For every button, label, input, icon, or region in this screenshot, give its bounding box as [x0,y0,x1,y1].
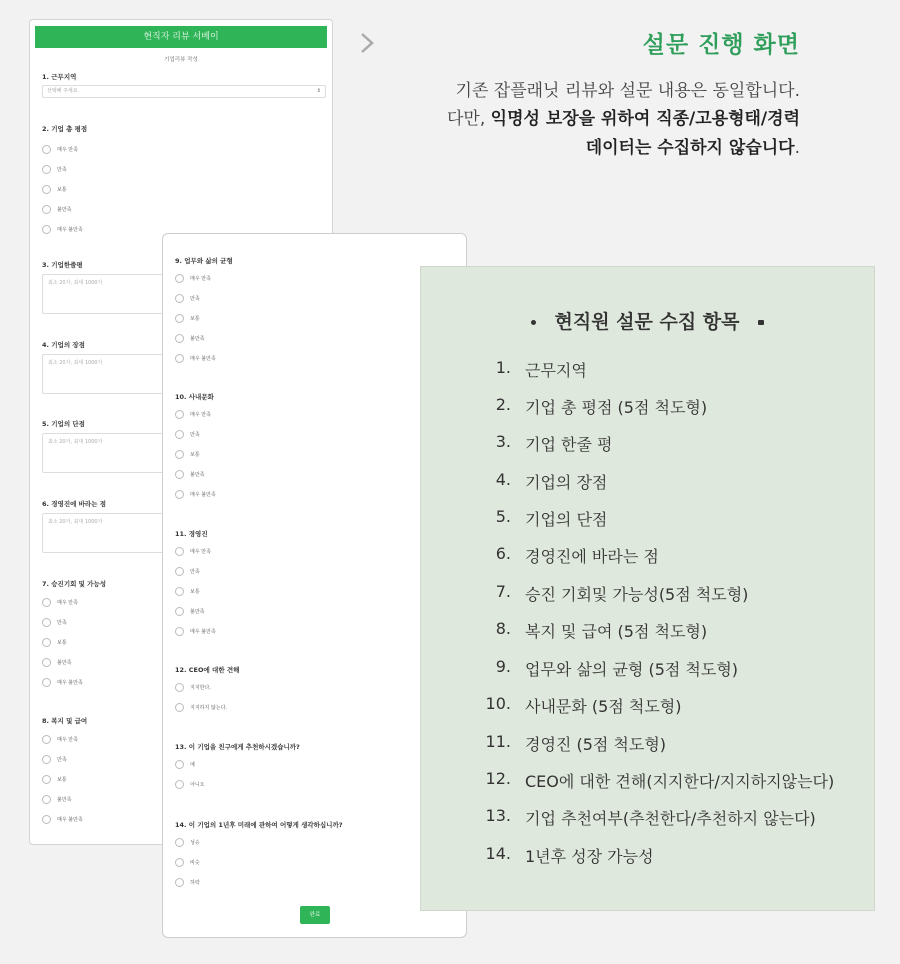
description-prefix: 다만, [446,109,491,129]
radio-option[interactable] [175,677,455,697]
radio-label: 매우 불만족 [190,491,216,498]
radio-button[interactable] [42,225,51,234]
radio-button[interactable] [175,567,184,576]
question-title: 1. 근무지역 [42,73,77,81]
radio-button[interactable] [175,760,184,769]
chevron-updown-icon: ⇕ [316,88,321,94]
radio-label: 매우 불만족 [57,816,83,823]
radio-label: 지지한다. [190,684,211,691]
select-placeholder: 선택해 주세요 [47,88,78,94]
radio-group [175,541,455,641]
item-number: 4. [495,470,511,489]
radio-label: 예 [190,761,195,768]
radio-label: 매우 만족 [190,411,211,418]
item-number: 14. [485,844,511,863]
radio-label: 매우 만족 [57,736,78,743]
survey-subtitle: 기업리뷰 작성 [164,57,198,63]
radio-label: 만족 [57,756,67,763]
question-title: 13. 이 기업을 친구에게 추천하시겠습니까? [175,743,300,751]
radio-option[interactable] [175,288,455,308]
radio-option[interactable] [175,581,455,601]
item-number: 1. [495,358,511,377]
radio-button[interactable] [42,145,51,154]
management-advice-textarea[interactable]: 최소 20자, 최대 1000자 [42,513,326,553]
radio-label: 성승 [190,839,200,846]
radio-group [175,404,455,504]
question-2 [42,124,326,239]
radio-button[interactable] [175,878,184,887]
radio-group [175,268,455,368]
radio-option[interactable] [175,541,455,561]
radio-button[interactable] [175,430,184,439]
radio-label: 불만족 [57,206,72,213]
question-title: 7. 승진기회 및 가능성 [42,580,107,588]
list-title [421,307,874,334]
radio-label: 아니오 [190,781,205,788]
radio-option[interactable] [175,404,455,424]
item-text: 업무와 삶의 균형 (5점 척도형) [525,660,739,679]
radio-label: 만족 [190,295,200,302]
radio-option[interactable] [175,697,455,717]
item-number: 3. [495,432,511,451]
radio-option[interactable] [42,139,326,159]
item-text: 기업 총 평점 (5점 척도형) [525,398,708,417]
page-title: 설문 진행 화면 [642,32,800,58]
radio-button[interactable] [175,314,184,323]
question-title: 14. 이 기업의 1년후 미래에 관하여 어떻게 생각하십니까? [175,821,343,829]
item-text: 기업의 단점 [525,510,608,529]
radio-label: 매우 만족 [190,548,211,555]
radio-option[interactable] [175,424,455,444]
radio-option[interactable] [175,832,455,852]
question-10 [175,392,455,504]
radio-button[interactable] [175,780,184,789]
radio-button[interactable] [42,185,51,194]
item-text: 경영진 (5점 척도형) [525,735,667,754]
description-suffix: . [794,138,800,158]
item-number: 13. [485,806,511,825]
radio-label: 만족 [190,431,200,438]
radio-button[interactable] [42,678,51,687]
radio-button[interactable] [42,815,51,824]
radio-option[interactable] [175,774,455,794]
radio-label: 불만족 [57,659,72,666]
question-title: 8. 복지 및 급여 [42,717,88,725]
radio-label: 만족 [190,568,200,575]
radio-button[interactable] [175,334,184,343]
one-line-review-textarea[interactable]: 최소 20자, 최대 1000자 [42,274,326,314]
item-number: 8. [495,619,511,638]
radio-button[interactable] [175,703,184,712]
radio-option[interactable] [175,484,455,504]
survey-header: 현직자 리뷰 서베이 [35,26,327,48]
item-number: 10. [485,694,511,713]
item-text: 기업 한줄 평 [525,435,613,454]
radio-option[interactable] [175,621,455,641]
radio-group [175,832,455,892]
radio-button[interactable] [42,205,51,214]
question-title: 12. CEO에 대한 견해 [175,666,240,674]
chevron-right-icon [360,33,374,53]
radio-label: 지지하지 않는다. [190,704,227,711]
question-12 [175,665,455,717]
radio-option[interactable] [175,444,455,464]
radio-label: 불만족 [57,796,72,803]
pros-textarea[interactable]: 최소 20자, 최대 1000자 [42,354,326,394]
radio-button[interactable] [175,838,184,847]
radio-button[interactable] [175,274,184,283]
radio-group [175,677,455,717]
question-11 [175,529,455,641]
description-emphasis: 익명성 보장을 위하여 직종/고용형태/경력 [490,109,800,129]
description-line-2 [447,104,800,129]
radio-option[interactable] [175,464,455,484]
radio-button[interactable] [175,354,184,363]
radio-option[interactable] [175,268,455,288]
collection-items-panel [420,266,875,911]
radio-button[interactable] [42,598,51,607]
radio-button[interactable] [175,627,184,636]
radio-label: 보통 [190,588,200,595]
radio-button[interactable] [42,165,51,174]
radio-group [175,754,455,794]
question-title: 6. 경영진에 바라는 점 [42,500,107,508]
radio-option[interactable] [175,754,455,774]
description-line-1: 기존 잡플래닛 리뷰와 설문 내용은 동일합니다. [455,81,800,101]
item-text: 경영진에 바라는 점 [525,547,659,566]
submit-button[interactable]: 완료 [300,906,330,924]
item-number: 6. [495,544,511,563]
question-title: 3. 기업한줄평 [42,261,83,269]
radio-label: 보통 [57,776,67,783]
radio-button[interactable] [42,755,51,764]
radio-label: 보통 [57,639,67,646]
question-title: 5. 기업의 단점 [42,420,85,428]
radio-label: 매우 만족 [57,599,78,606]
radio-label: 매우 만족 [190,275,211,282]
question-title: 4. 기업의 장점 [42,341,85,349]
radio-group [42,139,326,239]
radio-label: 매우 만족 [57,146,78,153]
radio-button[interactable] [175,683,184,692]
item-number: 5. [495,507,511,526]
radio-label: 보통 [190,315,200,322]
cons-textarea[interactable]: 최소 20자, 최대 1000자 [42,433,326,473]
list-title-text: 현직원 설문 수집 항목 [554,311,740,333]
radio-option[interactable] [42,159,326,179]
item-number: 11. [485,732,511,751]
question-13 [175,742,455,794]
radio-label: 보통 [190,451,200,458]
radio-button[interactable] [175,450,184,459]
radio-option[interactable] [175,872,455,892]
item-text: 사내문화 (5점 척도형) [525,697,682,716]
radio-label: 매우 불만족 [57,226,83,233]
item-number: 2. [495,395,511,414]
item-text: CEO에 대한 견해(지지한다/지지하지않는다) [525,772,835,791]
item-number: 9. [495,657,511,676]
radio-button[interactable] [175,410,184,419]
bullet-icon [531,320,536,325]
radio-label: 불만족 [190,471,205,478]
item-text: 기업 추천여부(추천한다/추천하지 않는다) [525,809,816,828]
radio-button[interactable] [42,658,51,667]
item-text: 승진 기회및 가능성(5점 척도형) [525,585,749,604]
radio-label: 보통 [57,186,67,193]
item-text: 1년후 성장 가능성 [525,847,654,866]
radio-button[interactable] [175,294,184,303]
item-text: 근무지역 [525,361,587,380]
radio-button[interactable] [175,490,184,499]
radio-option[interactable] [175,348,455,368]
radio-label: 하락 [190,879,200,886]
radio-label: 불만족 [190,335,205,342]
question-title: 11. 경영진 [175,530,208,538]
radio-option[interactable] [42,199,326,219]
radio-button[interactable] [42,775,51,784]
radio-button[interactable] [175,470,184,479]
radio-option[interactable] [175,328,455,348]
radio-option[interactable] [175,852,455,872]
question-9 [175,256,455,368]
radio-button[interactable] [42,618,51,627]
radio-button[interactable] [175,607,184,616]
radio-button[interactable] [42,638,51,647]
description-emphasis: 데이터는 수집하지 않습니다 [585,138,795,158]
radio-button[interactable] [42,735,51,744]
item-number: 12. [485,769,511,788]
radio-label: 만족 [57,166,67,173]
question-title: 2. 기업 총 평점 [42,125,88,133]
radio-button[interactable] [175,858,184,867]
item-text: 기업의 장점 [525,473,608,492]
radio-button[interactable] [175,587,184,596]
item-text: 복지 및 급여 (5점 척도형) [525,622,708,641]
question-title: 10. 사내문화 [175,393,214,401]
item-number: 7. [495,582,511,601]
radio-label: 비슷 [190,859,200,866]
radio-label: 매우 불만족 [190,355,216,362]
radio-option[interactable] [175,601,455,621]
radio-label: 매우 불만족 [57,679,83,686]
region-select[interactable] [42,85,326,98]
radio-button[interactable] [175,547,184,556]
question-title: 9. 업무와 삶의 균형 [175,257,233,265]
radio-label: 만족 [57,619,67,626]
radio-button[interactable] [42,795,51,804]
radio-label: 불만족 [190,608,205,615]
radio-option[interactable] [175,561,455,581]
radio-option[interactable] [42,179,326,199]
description-line-3 [586,133,800,158]
bullet-icon [758,320,764,325]
question-1 [42,72,326,98]
radio-option[interactable] [175,308,455,328]
question-14 [175,820,455,892]
radio-label: 매우 불만족 [190,628,216,635]
